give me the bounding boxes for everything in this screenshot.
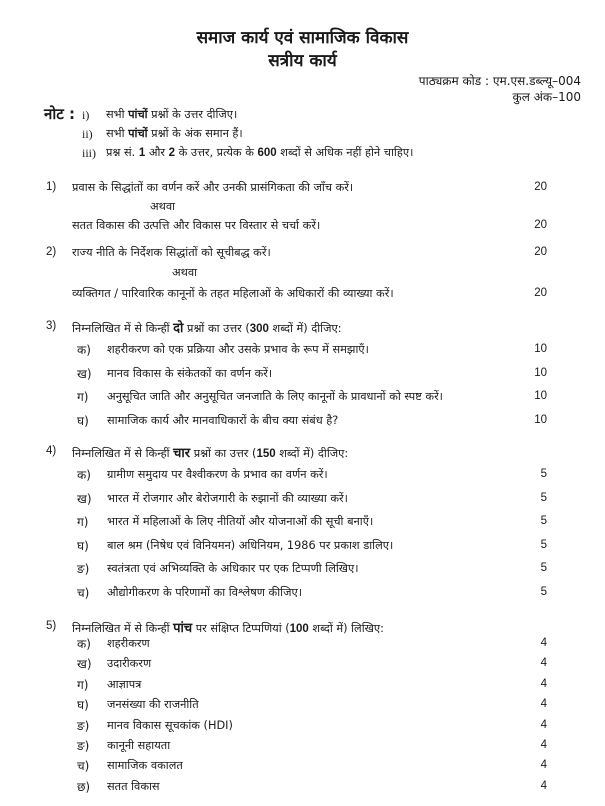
part-marks: 4 <box>540 779 547 792</box>
intro-text: शब्दों में) दीजिए: <box>279 447 349 460</box>
note-num: ii) <box>82 127 93 141</box>
part-text: औद्योगीकरण के परिणामों का विश्लेषण कीजिए। <box>107 586 302 599</box>
question-intro <box>72 318 342 336</box>
part-label: घ) <box>77 413 89 428</box>
total-marks: कुल अंक–100 <box>512 90 581 104</box>
part-text: आज्ञापत्र <box>107 677 142 691</box>
part-marks: 10 <box>534 413 547 426</box>
question-marks: 20 <box>534 181 547 193</box>
intro-number: 150 <box>256 448 276 460</box>
part-label: च) <box>77 759 90 774</box>
part-text: मानव विकास सूचकांक (HDI) <box>107 718 233 732</box>
part-marks: 4 <box>540 698 547 711</box>
note-label: नोट : <box>44 105 75 123</box>
part-marks: 4 <box>540 637 547 649</box>
part-label: च) <box>77 586 90 600</box>
part-marks: 5 <box>540 586 547 598</box>
note-num: iii) <box>82 146 96 160</box>
part-marks: 5 <box>540 562 547 575</box>
part-text: स्वतंत्रता एवं अभिव्यक्ति के अधिकार पर एक टिप्पणी लिखिए। <box>107 562 359 576</box>
part-marks: 10 <box>534 390 547 402</box>
note-text: सभी <box>106 108 125 121</box>
part-text: अनुसूचित जाति और अनुसूचित जनजाति के लिए कानूनों के प्रावधानों को स्पष्ट करें। <box>107 390 443 403</box>
part-label: क) <box>77 343 91 357</box>
part-marks: 10 <box>534 366 547 379</box>
intro-text: प्रश्नों का उत्तर ( <box>193 447 257 460</box>
note-bold: पांचों <box>128 108 148 121</box>
part-marks: 5 <box>540 538 547 551</box>
part-label: ङ) <box>77 739 90 753</box>
intro-text: निम्नलिखित में से किन्हीं <box>72 622 170 635</box>
part-marks: 4 <box>540 739 547 751</box>
intro-text: शब्दों में) लिखिए: <box>312 622 384 635</box>
part-text: ग्रामीण समुदाय पर वैश्वीकरण के प्रभाव का वर्णन करें। <box>107 468 328 481</box>
part-text: सतत विकास <box>107 779 160 793</box>
part-label: ङ) <box>77 718 90 733</box>
note-number: 2 <box>168 147 176 159</box>
part-text: बाल श्रम (निषेध एवं विनियमन) अधिनियम, 1986 पर प्रकाश डालिए। <box>107 538 394 552</box>
intro-text: शब्दों में) दीजिए: <box>272 322 342 335</box>
note-item <box>106 107 237 122</box>
course-code: पाठ्यक्रम कोड : एम.एस.डब्ल्यू–004 <box>418 74 581 88</box>
question-intro <box>72 618 384 636</box>
part-label: क) <box>77 637 91 651</box>
note-item <box>106 126 243 141</box>
intro-bold: चार <box>173 446 191 461</box>
question-number: 3) <box>46 320 57 332</box>
note-text: के उत्तर, प्रत्येक के <box>178 146 254 159</box>
question-alt-text: व्यक्तिगत / पारिवारिक कानूनों के तहत महिलाओं के अधिकारों की व्याख्या करें। <box>72 287 394 300</box>
note-text: प्रश्नों के अंक समान हैं। <box>151 127 243 140</box>
part-marks: 4 <box>540 657 547 670</box>
question-text: राज्य नीति के निर्देशक सिद्धांतों को सूचीबद्ध करें। <box>72 246 271 259</box>
note-text: प्रश्नों के उत्तर दीजिए। <box>151 108 238 121</box>
question-alt-marks: 20 <box>534 219 547 231</box>
part-marks: 5 <box>540 468 547 480</box>
note-number: 600 <box>257 147 277 159</box>
part-label: ङ) <box>77 562 90 577</box>
question-intro <box>72 443 348 461</box>
intro-bold: पांच <box>173 621 193 636</box>
or-separator: अथवा <box>150 200 176 213</box>
intro-number: 300 <box>249 323 269 335</box>
intro-text: प्रश्नों का उत्तर ( <box>187 322 250 335</box>
note-text: प्रश्न सं. <box>106 146 136 159</box>
question-number: 4) <box>46 445 57 457</box>
part-label: ग) <box>77 390 89 404</box>
question-text: प्रवास के सिद्धांतों का वर्णन करें और उनकी प्रासंगिकता की जाँच करें। <box>72 181 354 194</box>
part-text: शहरीकरण <box>107 637 150 650</box>
intro-bold: दो <box>173 321 184 336</box>
part-label: घ) <box>77 698 89 713</box>
part-text: जनसंख्या की राजनीति <box>107 698 199 712</box>
intro-text: निम्नलिखित में से किन्हीं <box>72 447 170 460</box>
part-text: सामाजिक कार्य और मानवाधिकारों के बीच क्या संबंध है? <box>107 413 339 427</box>
part-label: क) <box>77 468 91 482</box>
part-text: उदारीकरण <box>107 657 152 671</box>
question-number: 5) <box>46 620 57 632</box>
part-text: शहरीकरण को एक प्रक्रिया और उसके प्रभाव के रूप में समझाएँ। <box>107 343 369 356</box>
part-label: ख) <box>77 366 92 381</box>
part-marks: 5 <box>540 491 547 504</box>
document-title: समाज कार्य एवं सामाजिक विकास <box>196 28 409 48</box>
document-subtitle: सत्रीय कार्य <box>268 51 337 71</box>
part-marks: 5 <box>540 515 547 528</box>
note-bold: पांचों <box>128 127 148 140</box>
part-label: घ) <box>77 538 89 553</box>
part-marks: 4 <box>540 759 547 772</box>
note-item <box>106 145 413 160</box>
note-text: और <box>148 146 166 159</box>
part-text: भारत में महिलाओं के लिए नीतियों और योजनाओं की सूची बनाएँ। <box>107 515 374 529</box>
intro-text: पर संक्षिप्त टिप्पणियां ( <box>195 622 290 635</box>
part-text: सामाजिक वकालत <box>107 759 183 773</box>
part-label: छ) <box>77 779 91 794</box>
question-number: 1) <box>46 181 57 193</box>
part-label: ग) <box>77 515 89 530</box>
part-label: ग) <box>77 677 89 692</box>
part-text: भारत में रोजगार और बेरोजगारी के रुझानों की व्याख्या करें। <box>107 491 348 505</box>
question-marks: 20 <box>534 246 547 258</box>
note-text: सभी <box>106 127 125 140</box>
question-alt-marks: 20 <box>534 287 547 299</box>
part-text: मानव विकास के संकेतकों का वर्णन करें। <box>107 366 273 380</box>
part-label: ख) <box>77 657 92 672</box>
intro-number: 100 <box>289 623 309 635</box>
note-num: i) <box>82 108 90 122</box>
question-alt-text: सतत विकास की उत्पत्ति और विकास पर विस्तार से चर्चा करें। <box>72 219 321 232</box>
part-label: ख) <box>77 491 92 506</box>
intro-text: निम्नलिखित में से किन्हीं <box>72 322 170 335</box>
part-marks: 10 <box>534 343 547 355</box>
part-marks: 4 <box>540 718 547 731</box>
question-number: 2) <box>46 246 57 258</box>
part-text: कानूनी सहायता <box>107 739 171 752</box>
or-separator: अथवा <box>172 266 198 279</box>
note-text: शब्दों से अधिक नहीं होने चाहिए। <box>280 146 414 159</box>
part-marks: 4 <box>540 677 547 690</box>
note-number: 1 <box>138 147 146 159</box>
